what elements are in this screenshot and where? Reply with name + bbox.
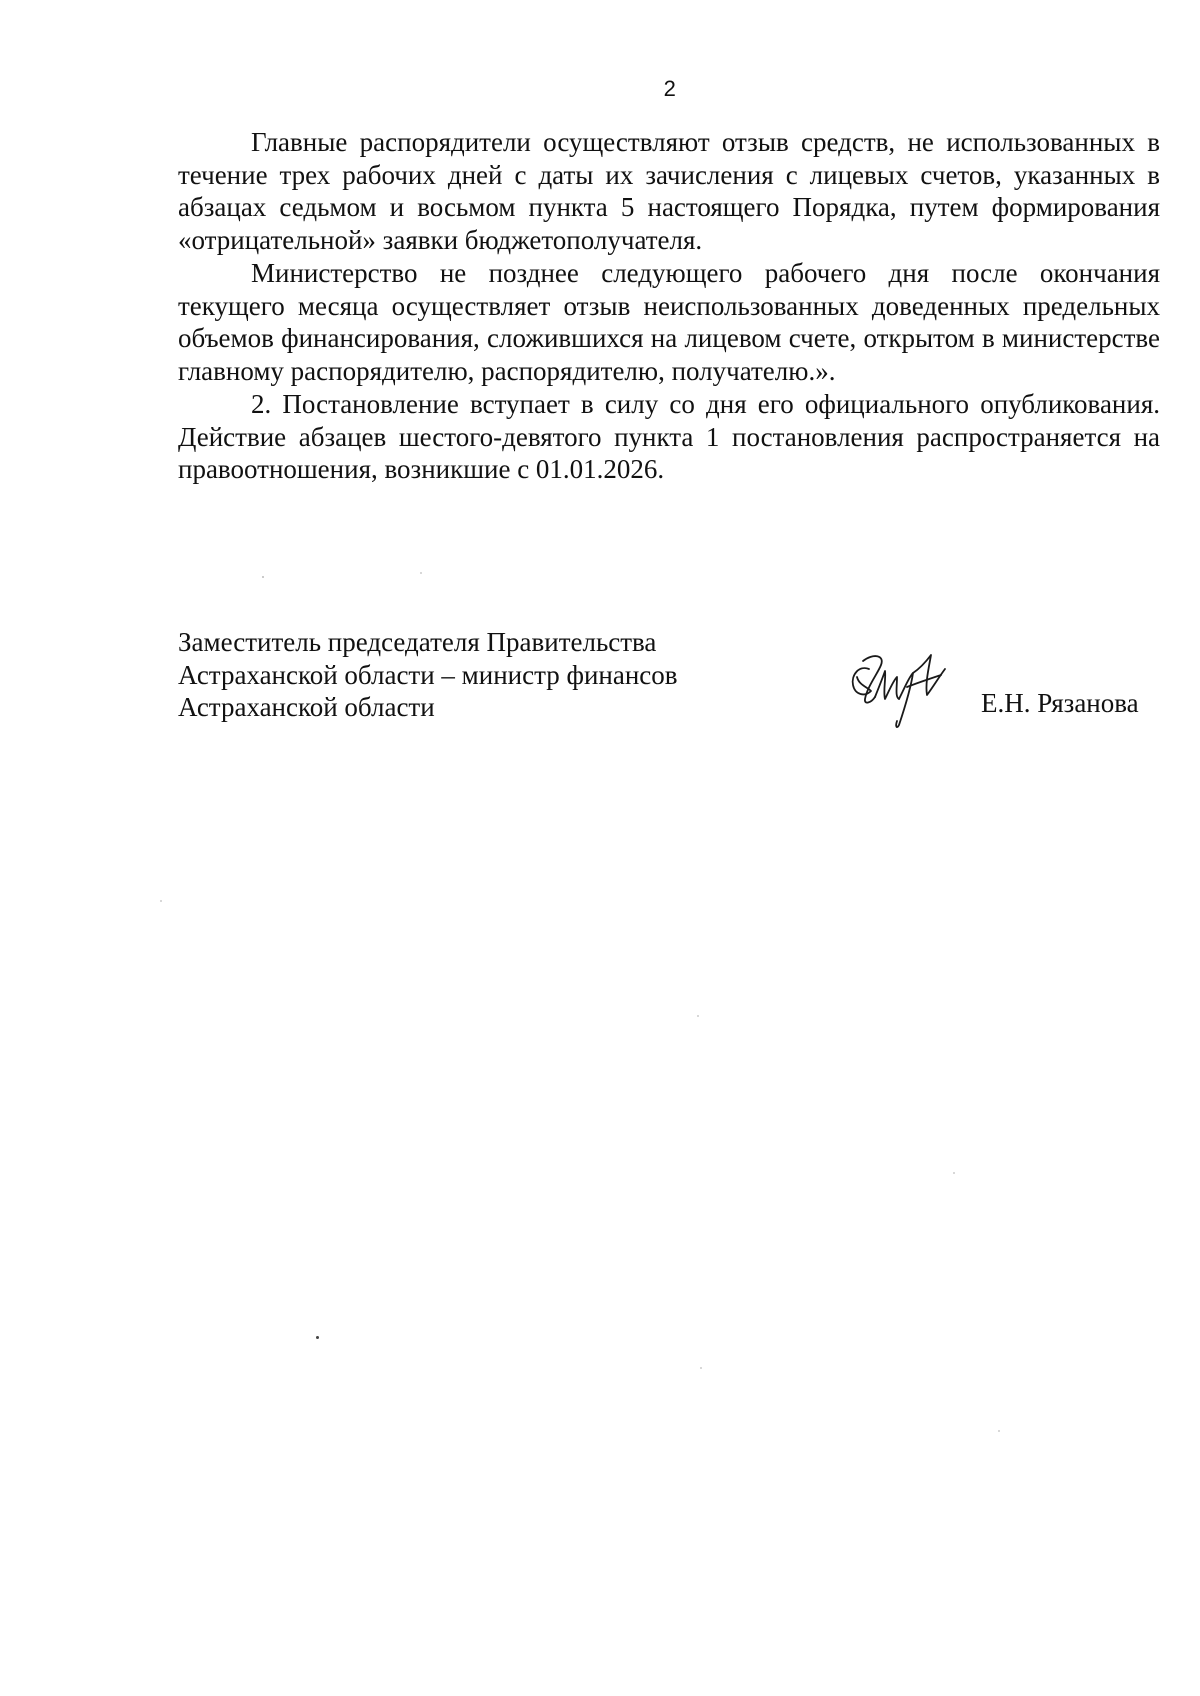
signatory-position [178,626,678,724]
scan-speck [420,572,422,574]
signer-name: Е.Н. Рязанова [981,688,1139,718]
scan-speck [316,1336,319,1339]
position-line: Астраханской области [178,692,435,723]
paragraph-ministry-recall: Министерство не позднее следующего рабочего дня после окончания текущего месяца осуществляет отзыв неиспользованных доведенных предельных объемов финансирования, сложившихся на лицевом счете, открытом в министерстве главному распорядителю, распорядителю, получателю.». [178,257,1160,386]
scan-speck [160,900,162,902]
scan-speck [998,1430,1000,1432]
scan-speck [262,576,264,578]
position-line: Астраханской области – министр финансов [178,659,678,690]
page-number: 2 [663,76,677,101]
paragraph-recall-funds: Главные распорядители осуществляют отзыв средств, не использованных в течение трех рабочих дней с даты их зачисления с лицевых счетов, указанных в абзацах седьмом и восьмом пункта 5 настоящего Порядка, путем формирования «отрицательной» заявки бюджетополучателя. [178,127,1160,255]
paragraph-effective-date: 2. Постановление вступает в силу со дня его официального опубликования. Действие абзацев шестого-девятого пункта 1 постановления распространяется на правоотношения, возникшие с 01.01.2026. [178,388,1160,485]
scan-speck [697,1015,699,1017]
position-line: Заместитель председателя Правительства [178,627,657,657]
document-body [178,126,1160,486]
scan-speck [700,1367,702,1369]
handwritten-signature-icon [845,647,957,731]
scan-speck [953,1172,955,1174]
